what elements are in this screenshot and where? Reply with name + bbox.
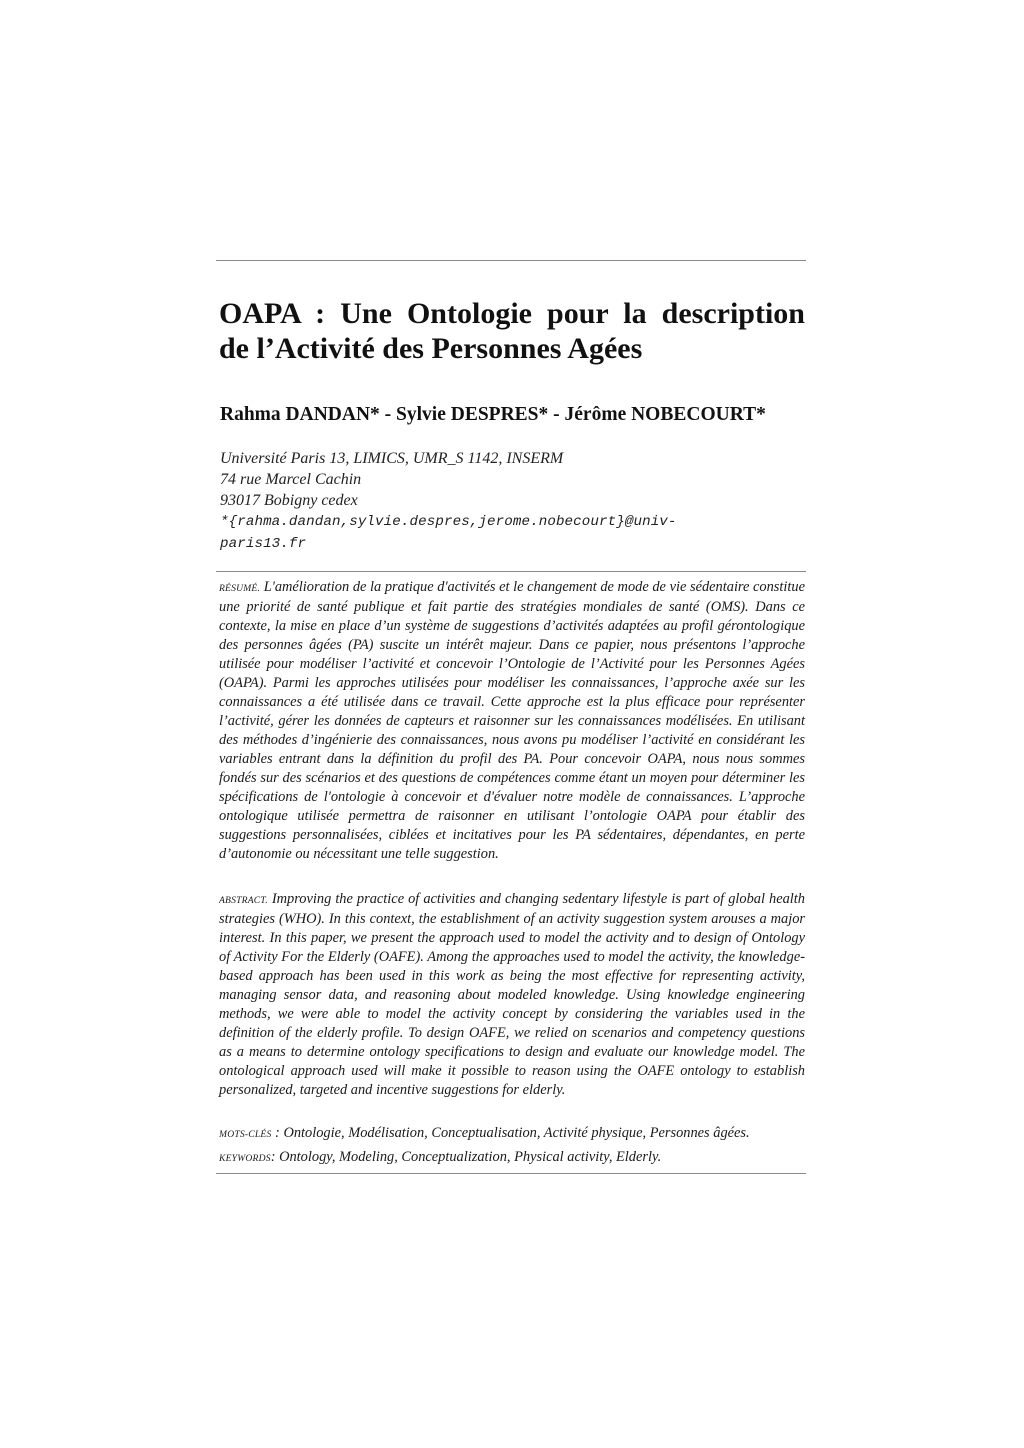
abstract-bottom-rule (216, 1173, 806, 1174)
email-line-1: *{rahma.dandan,sylvie.despres,jerome.nobecourt}@univ- (220, 514, 677, 530)
title-line-2: de l’Activité des Personnes Agées (219, 332, 643, 365)
paper-page (219, 0, 807, 1448)
affiliation-line: Université Paris 13, LIMICS, UMR_S 1142, INSERM (220, 450, 564, 467)
mots-cles-line: MOTS-CLÉS : Ontologie, Modélisation, Conceptualisation, Activité physique, Personnes âgées. (219, 1125, 750, 1141)
mots-cles-label: MOTS-CLÉS (219, 1129, 272, 1140)
author-list: Rahma DANDAN* - Sylvie DESPRES* - Jérôme NOBECOURT* (220, 404, 766, 425)
abstract-top-rule (216, 571, 806, 572)
abstract-paragraph: ABSTRACT. Improving the practice of activities and changing sedentary lifestyle is part of global health strategies (WHO). In this context, the establishment of an activity suggestion system arouses a major interest. In this paper, we present the approach used to model the activity and to design of Ontology of Activity For the Elderly (OAFE). Among the approaches used to model the activity, the knowledge-based approach has been used in this work as being the most effective for representing activity, managing sensor data, and reasoning about modeled knowledge. Using knowledge engineering methods, we were able to model the activity concept by considering the variables used in the definition of the elderly profile. To design OAFE, we relied on scenarios and competency questions as a means to determine ontology specifications to design and evaluate our knowledge model. The ontological approach used will make it possible to reason using the OAFE ontology to establish personalized, targeted and incentive suggestions for elderly. (219, 891, 805, 1098)
resume-text: L'amélioration de la pratique d'activités et le changement de mode de vie sédentaire constitue une priorité de santé publique et fait partie des stratégies mondiales de santé (OMS). Dans ce contexte, la mise en place d’un système de suggestions d’activités adaptées au profil gérontologique des personnes âgées (PA) suscite un intérêt majeur. Dans ce papier, nous présentons l’approche utilisée pour modéliser l’activité et concevoir l’Ontologie de l’Activité pour les Personnes Agées (OAPA). Parmi les approches utilisées pour modéliser les connaissances, l’approche axée sur les connaissances a été utilisée dans ce travail. Cette approche est la plus efficace pour représenter l’activité, gérer les données de capteurs et raisonner sur les connaissances modélisées. En utilisant des méthodes d’ingénierie des connaissances, nous avons pu modéliser l’activité en considérant les variables entrant dans la définition du profil des PA. Pour concevoir OAPA, nous nous sommes fondés sur des scénarios et des questions de compétences comme étant un moyen pour déterminer les spécifications de l'ontologie à concevoir et d'évaluer notre modèle de connaissances. L’approche ontologique utilisée permettra de raisonner en utilisant l’ontologie OAPA pour établir des suggestions personnalisées, ciblées et incitatives pour les PA sédentaires, dépendantes, en perte d’autonomie ou nécessitant une telle suggestion. (219, 579, 805, 862)
abstract-text: Improving the practice of activities and changing sedentary lifestyle is part of global health strategies (WHO). In this context, the establishment of an activity suggestion system arouses a major interest. In this paper, we present the approach used to model the activity and to design of Ontology of Activity For the Elderly (OAFE). Among the approaches used to model the activity, the knowledge-based approach has been used in this work as being the most effective for representing activity, managing sensor data, and reasoning about modeled knowledge. Using knowledge engineering methods, we were able to model the activity concept by considering the variables used in the definition of the elderly profile. To design OAFE, we relied on scenarios and competency questions as a means to determine ontology specifications to design and evaluate our knowledge model. The ontological approach used will make it possible to reason using the OAFE ontology to establish personalized, targeted and incentive suggestions for elderly. (219, 891, 805, 1098)
title-line-1: OAPA : Une Ontologie pour la description (219, 297, 805, 330)
top-rule (216, 260, 806, 261)
affiliation-city: 93017 Bobigny cedex (220, 492, 358, 509)
affiliation-block (220, 448, 677, 555)
abstract-label: ABSTRACT (219, 895, 266, 906)
keywords-text: Ontology, Modeling, Conceptualization, Physical activity, Elderly. (279, 1149, 662, 1165)
keywords-label: KEYWORDS (219, 1153, 271, 1164)
email-line-2: paris13.fr (220, 536, 307, 552)
resume-paragraph: RÉSUMÉ. L'amélioration de la pratique d'activités et le changement de mode de vie sédentaire constitue une priorité de santé publique et fait partie des stratégies mondiales de santé (OMS). Dans ce contexte, la mise en place d’un système de suggestions d’activités adaptées au profil gérontologique des personnes âgées (PA) suscite un intérêt majeur. Dans ce papier, nous présentons l’approche utilisée pour modéliser l’activité et concevoir l’Ontologie de l’Activité pour les Personnes Agées (OAPA). Parmi les approches utilisées pour modéliser les connaissances, l’approche axée sur les connaissances a été utilisée dans ce travail. Cette approche est la plus efficace pour représenter l’activité, gérer les données de capteurs et raisonner sur les connaissances modélisées. En utilisant des méthodes d’ingénierie des connaissances, nous avons pu modéliser l’activité en considérant les variables entrant dans la définition du profil des PA. Pour concevoir OAPA, nous nous sommes fondés sur des scénarios et des questions de compétences comme étant un moyen pour déterminer les spécifications de l'ontologie à concevoir et d'évaluer notre modèle de connaissances. L’approche ontologique utilisée permettra de raisonner en utilisant l’ontologie OAPA pour établir des suggestions personnalisées, ciblées et incitatives pour les PA sédentaires, dépendantes, en perte d’autonomie ou nécessitant une telle suggestion. (219, 579, 805, 862)
affiliation-street: 74 rue Marcel Cachin (220, 471, 362, 488)
paper-title (219, 296, 805, 366)
keywords-line: KEYWORDS: Ontology, Modeling, Conceptualization, Physical activity, Elderly. (219, 1149, 662, 1165)
mots-cles-text: Ontologie, Modélisation, Conceptualisation, Activité physique, Personnes âgées. (283, 1125, 750, 1141)
resume-label: RÉSUMÉ (219, 583, 258, 594)
